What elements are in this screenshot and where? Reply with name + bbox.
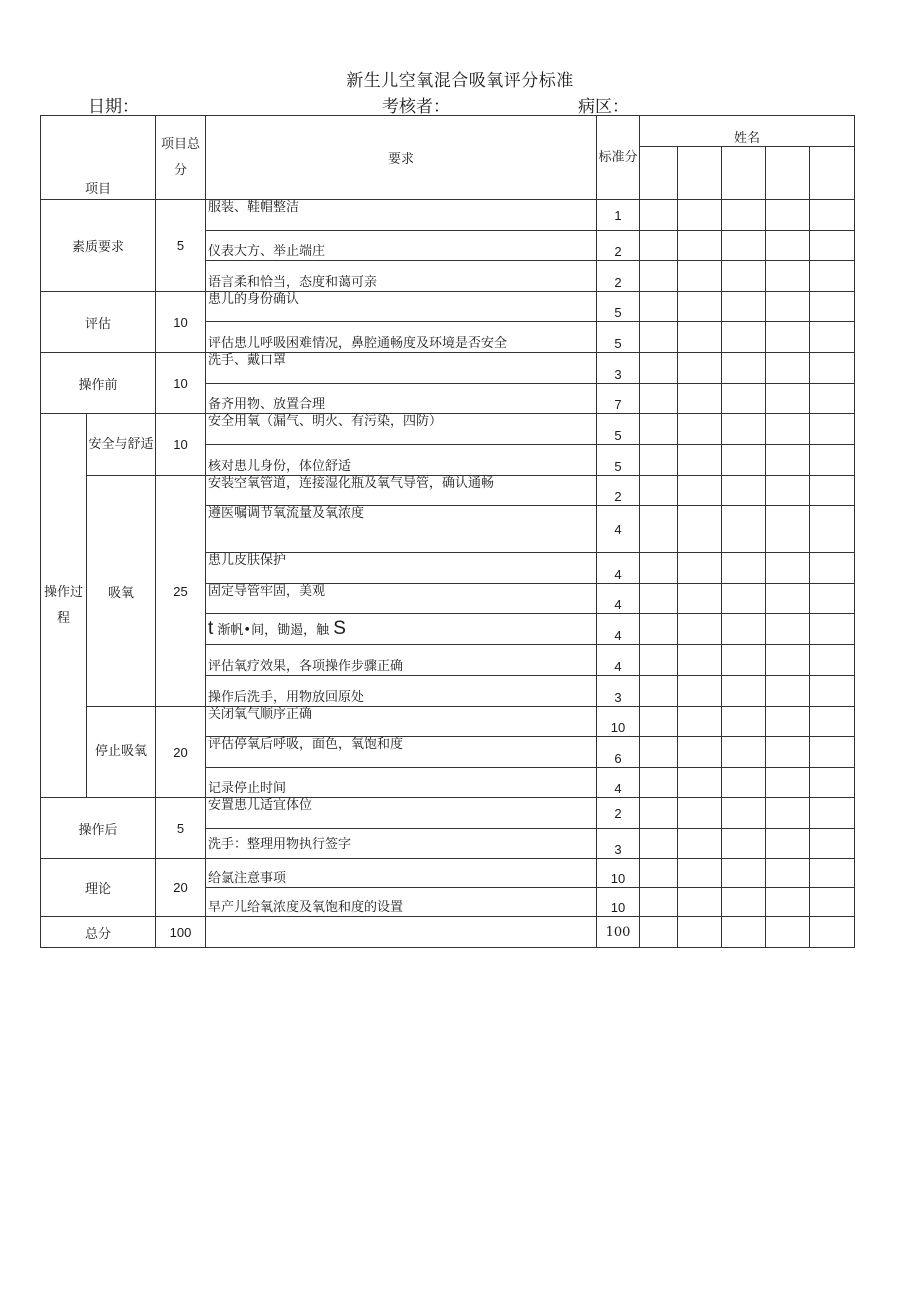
section-assess-total: 10 <box>156 292 206 353</box>
standard-score: 2 <box>597 476 640 506</box>
standard-score: 2 <box>597 798 640 829</box>
requirement-glyph: t <box>208 617 214 639</box>
section-theory-total: 20 <box>156 859 206 917</box>
requirement-cell: 服装、鞋帽整洁 <box>206 200 597 231</box>
requirement-cell: 安置患儿适宜体位 <box>206 798 597 829</box>
subsection-stop-label: 停止吸氧 <box>87 707 156 798</box>
section-after-label: 操作后 <box>41 798 156 859</box>
standard-score: 5 <box>597 322 640 353</box>
requirement-cell: 备齐用物、放置合理 <box>206 384 597 414</box>
requirement-cell: 评估患儿呼吸困难情况，鼻腔通畅度及环境是否安全 <box>206 322 597 353</box>
requirement-cell: 语言柔和恰当，态度和蔼可亲 <box>206 261 597 292</box>
section-before-label: 操作前 <box>41 353 156 414</box>
col-names-header: 姓名 <box>640 116 855 147</box>
name-slot[interactable] <box>810 147 855 200</box>
section-assess-label: 评估 <box>41 292 156 353</box>
standard-score: 3 <box>597 676 640 707</box>
standard-score: 10 <box>597 859 640 888</box>
requirement-cell: 遵医嘱调节氧流量及氧浓度 <box>206 506 597 553</box>
section-before-total: 10 <box>156 353 206 414</box>
ward-label: 病区： <box>578 97 629 117</box>
table-row <box>41 707 855 737</box>
standard-score: 6 <box>597 737 640 768</box>
standard-score: 10 <box>597 888 640 917</box>
subsection-oxygen-total: 25 <box>156 476 206 707</box>
standard-score: 1 <box>597 200 640 231</box>
requirement-cell <box>206 614 597 645</box>
requirement-cell: 仪表大方、举止端庄 <box>206 231 597 261</box>
name-slot[interactable] <box>722 147 766 200</box>
standard-score: 3 <box>597 829 640 859</box>
requirement-cell: 评估氧疗效果，各项操作步骤正确 <box>206 645 597 676</box>
requirement-cell: 患儿的身份确认 <box>206 292 597 322</box>
subsection-safety-total: 10 <box>156 414 206 476</box>
requirement-cell: 操作后洗手，用物放回原处 <box>206 676 597 707</box>
standard-score: 4 <box>597 584 640 614</box>
standard-score: 7 <box>597 384 640 414</box>
table-row <box>41 798 855 829</box>
standard-score: 5 <box>597 292 640 322</box>
col-standard-header: 标准分 <box>597 116 640 200</box>
examiner-label: 考核者： <box>382 97 450 117</box>
requirement-cell: 洗手：整理用物执行签字 <box>206 829 597 859</box>
standard-score: 4 <box>597 553 640 584</box>
col-item-header: 项目 <box>41 116 156 200</box>
requirement-glyph: S <box>333 617 346 639</box>
standard-score: 10 <box>597 707 640 737</box>
requirement-cell: 固定导管牢固，美观 <box>206 584 597 614</box>
standard-score: 2 <box>597 261 640 292</box>
table-row <box>41 414 855 445</box>
total-row <box>41 917 855 948</box>
section-quality-total: 5 <box>156 200 206 292</box>
standard-score: 5 <box>597 445 640 476</box>
col-requirement-header: 要求 <box>206 116 597 200</box>
requirement-cell: 患儿皮肤保护 <box>206 553 597 584</box>
total-standard-score: 100 <box>597 917 640 948</box>
table-row <box>41 859 855 888</box>
standard-score: 4 <box>597 645 640 676</box>
requirement-cell: 安全用氧（漏气、明火、有污染，四防） <box>206 414 597 445</box>
total-label: 总分 <box>41 917 156 948</box>
requirement-cell: 记录停止时间 <box>206 768 597 798</box>
table-row <box>41 292 855 322</box>
standard-score: 4 <box>597 614 640 645</box>
requirement-cell: 安装空氧管道，连接湿化瓶及氧气导管，确认通畅 <box>206 476 597 506</box>
standard-score: 4 <box>597 506 640 553</box>
standard-score: 2 <box>597 231 640 261</box>
score-table <box>40 115 855 948</box>
name-slot[interactable] <box>640 147 678 200</box>
requirement-text: 渐帆•间，锄遏，触 <box>213 622 334 638</box>
date-label: 日期： <box>88 97 139 117</box>
subsection-stop-total: 20 <box>156 707 206 798</box>
requirement-cell: 给氯注意事项 <box>206 859 597 888</box>
subsection-safety-label: 安全与舒适 <box>87 414 156 476</box>
table-row <box>41 353 855 384</box>
name-slot[interactable] <box>766 147 810 200</box>
subsection-oxygen-label: 吸氧 <box>87 476 156 707</box>
requirement-cell: 核对患儿身份，体位舒适 <box>206 445 597 476</box>
col-item-total-header: 项目总分 <box>156 116 206 200</box>
page-title: 新生儿空氧混合吸氧评分标准 <box>346 71 574 91</box>
requirement-cell: 关闭氧气顺序正确 <box>206 707 597 737</box>
section-after-total: 5 <box>156 798 206 859</box>
requirement-cell: 评估停氧后呼吸，面色，氧饱和度 <box>206 737 597 768</box>
section-theory-label: 理论 <box>41 859 156 917</box>
standard-score: 5 <box>597 414 640 445</box>
requirement-cell: 洗手、戴口罩 <box>206 353 597 384</box>
table-row <box>41 200 855 231</box>
standard-score: 3 <box>597 353 640 384</box>
total-item-score: 100 <box>156 917 206 948</box>
requirement-cell: 早产儿给氧浓度及氧饱和度的设置 <box>206 888 597 917</box>
standard-score: 4 <box>597 768 640 798</box>
section-process-label: 操作过程 <box>41 414 87 798</box>
name-slot[interactable] <box>678 147 722 200</box>
header-row <box>41 116 855 147</box>
table-row <box>41 476 855 506</box>
section-quality-label: 素质要求 <box>41 200 156 292</box>
